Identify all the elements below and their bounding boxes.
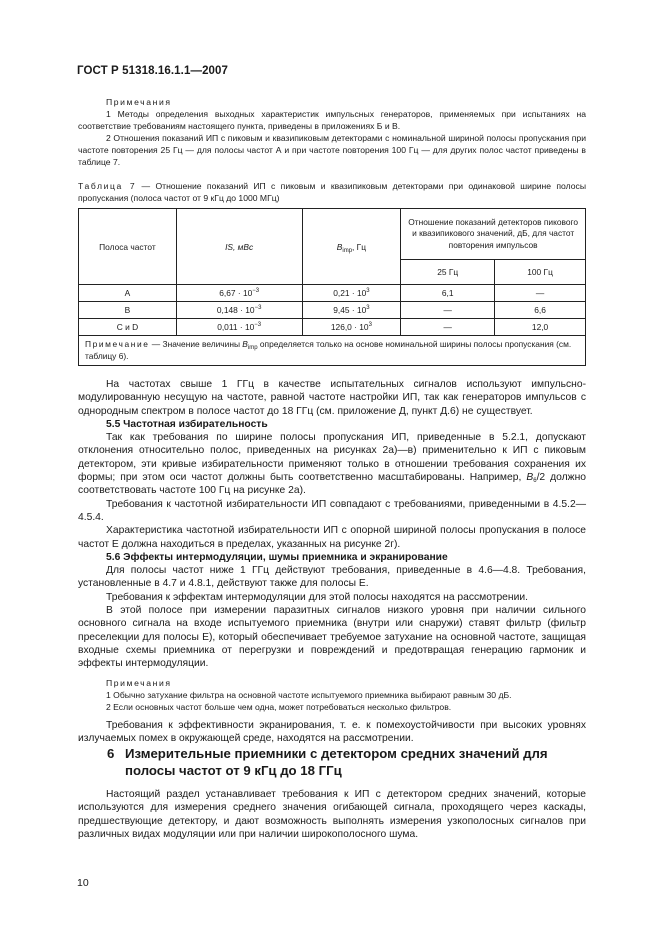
note-item: 2 Если основных частот больше чем одна, может потребоваться несколько фильтров. [106, 701, 452, 712]
table-note-lead: Примечание [85, 339, 150, 349]
table-row [79, 319, 586, 336]
document-header: ГОСТ Р 51318.16.1.1—2007 [77, 65, 229, 77]
col-header-band: Полоса частот [79, 209, 177, 285]
cell-bimp [302, 302, 401, 319]
paragraph: Характеристика частотной избирательности ИП с опорной шириной полосы пропускания в полосе частот Е должна находиться в пределах, указанных на рисунке 2г). [78, 525, 586, 550]
notes-top [78, 96, 586, 168]
cell-band: B [79, 302, 177, 319]
note-item: 2 Отношения показаний ИП с пиковым и квазипиковым детекторами с номинальной шириной полосы пропускания при частоте повторения 25 Гц — для полосы частот А и при частоте повторения 100 Гц — для других полос частот приведены в таблице 7. [78, 133, 586, 167]
table-row [79, 302, 586, 319]
cell-25hz: — [401, 319, 495, 336]
bimp-exponent: 3 [368, 322, 372, 328]
bimp-subscript: imp [342, 247, 353, 254]
bimp-unit: , Гц [352, 241, 367, 252]
paragraph: Требования к эффективности экранирования, т. е. к помехоустойчивости при высоких уровнях излучаемых помех в окружающей среде, находятся на рассмотрении. [78, 719, 586, 744]
cell-is [176, 302, 302, 319]
is-mantissa: 0,011 · 10 [217, 322, 255, 332]
page-number: 10 [77, 877, 89, 889]
note-item: 1 Обычно затухание фильтра на основной частоте испытуемого приемника выбирают равным 30 дБ. [106, 689, 512, 700]
cell-is [176, 285, 302, 302]
paragraph [78, 431, 586, 497]
is-exponent: −3 [254, 322, 262, 328]
bimp-mantissa: 126,0 · 10 [330, 322, 369, 332]
note-item: 1 Методы определения выходных характеристик импульсных генераторов, применяемых при испытаниях на соответствие требованиям настоящего пункта, приведены в приложениях Б и В. [78, 109, 586, 131]
section-heading-5-6: 5.6 Эффекты интермодуляции, шумы приемника и экранирование [106, 551, 448, 563]
notes-heading: Примечания [106, 677, 172, 688]
cell-100hz: 12,0 [495, 319, 586, 336]
col-header-bimp [302, 209, 401, 285]
section-title: Измерительные приемники с детектором средних значений для полосы частот от 9 кГц до 18 ГГц [125, 746, 548, 778]
b6-subscript: 6 [533, 478, 537, 485]
paragraph: Требования к частотной избирательности ИП совпадают с требованиями, приведенными в 4.5.2—4.5.4. [78, 498, 586, 523]
b6-symbol: B [526, 472, 534, 484]
section-6-text [78, 788, 586, 841]
cell-is [176, 319, 302, 336]
cell-25hz: — [401, 302, 495, 319]
table-row [79, 285, 586, 302]
table-note [79, 336, 586, 366]
paragraph-text-end: /2 должно соответствовать частоте 100 Гц на рисунке 2а). [78, 472, 586, 497]
bimp-exponent: 3 [366, 288, 370, 294]
notes-heading: Примечания [106, 97, 172, 107]
is-exponent: −3 [252, 288, 260, 294]
table-caption [78, 180, 586, 204]
is-mantissa: 6,67 · 10 [219, 288, 253, 298]
notes-5-6 [78, 677, 586, 713]
col-header-25hz: 25 Гц [401, 260, 495, 285]
table-caption-text: — Отношение показаний ИП с пиковым и квазипиковым детекторами при одинаковой ширине полосы пропускания (полоса частот от 9 кГц до 1000 МГц) [78, 181, 586, 203]
paragraph: В этой полосе при измерении паразитных сигналов низкого уровня при наличии сильного основного сигнала на входе испытуемого приемника (внутри или снаружи) ставят фильтр (фильтр преселекции для полосы Е), который обеспечивает требуемое затухание на основной частоте, защищая входные схемы приемника от перегрузки и повреждений и предотвращая генерацию гармоник и эффекты интермодуляции. [78, 605, 586, 670]
cell-bimp [302, 319, 401, 336]
col-header-is [176, 209, 302, 285]
cell-100hz: 6,6 [495, 302, 586, 319]
is-mantissa: 0,148 · 10 [216, 305, 255, 315]
cell-100hz: — [495, 285, 586, 302]
cell-band: A [79, 285, 177, 302]
table-caption-lead: Таблица 7 [78, 181, 137, 191]
is-exponent: −3 [254, 305, 262, 311]
is-label: IS, мВс [225, 241, 254, 252]
paragraph: На частотах свыше 1 ГГц в качестве испытательных сигналов используют импульсно-модулированную несущую на частоте, равной частоте настройки ИП, так как генераторов импульсов с однородным спектром в полосе частот до 18 ГГц (см. приложение Д, пункт Д.6) не существует. [78, 379, 586, 417]
paragraph: Требования к эффектам интермодуляции для этой полосы находятся на рассмотрении. [106, 591, 528, 603]
table-note-text: — Значение величины [149, 339, 243, 349]
paragraph-text: Так как требования по ширине полосы пропускания ИП, приведенные в 5.2.1, допускают отклонения относительно полос, приведенных на рисунках 2а)—в) применительно к ИП с пиковым детектором, эти кривые избирательности применяют только в отношении требования сохранения их формы; при этом оси частот должны быть соответственно масштабированы. Например, [78, 432, 586, 484]
paragraph: Для полосы частот ниже 1 ГГц действуют требования, приведенные в 4.6—4.8. Требования, установленные в 4.7 и 4.8.1, действуют также для полосы Е. [78, 565, 586, 590]
bimp-exponent: 3 [366, 305, 370, 311]
table-note-text-end: определяется только на основе номинальной ширины полосы пропускания (см. таблицу 6). [85, 339, 572, 361]
table-note-subscript: imp [247, 345, 258, 351]
bimp-symbol: B [336, 241, 343, 252]
table-note-symbol: B [242, 339, 248, 349]
section-number: 6 [107, 746, 115, 761]
paragraph: Настоящий раздел устанавливает требования к ИП с детектором средних значений, которые используются для измерения среднего значения огибающей сигнала, проходящего через каскады, предшествующие детектору, и дают возможность выполнять измерения узкополосных сигналов при различных видах модуляции или при наличии широкополосного шума. [78, 789, 586, 840]
bimp-mantissa: 9,45 · 10 [333, 305, 367, 315]
col-header-ratio: Отношение показаний детекторов пикового и квазипикового значений, дБ, для частот повторения импульсов [401, 209, 586, 260]
cell-bimp [302, 285, 401, 302]
section-heading-6 [107, 745, 587, 779]
bimp-mantissa: 0,21 · 10 [333, 288, 367, 298]
section-heading-5-5: 5.5 Частотная избирательность [106, 418, 268, 430]
cell-25hz: 6,1 [401, 285, 495, 302]
col-header-100hz: 100 Гц [495, 260, 586, 285]
cell-band: C и D [79, 319, 177, 336]
body-text [78, 378, 586, 745]
table-7 [78, 208, 586, 366]
